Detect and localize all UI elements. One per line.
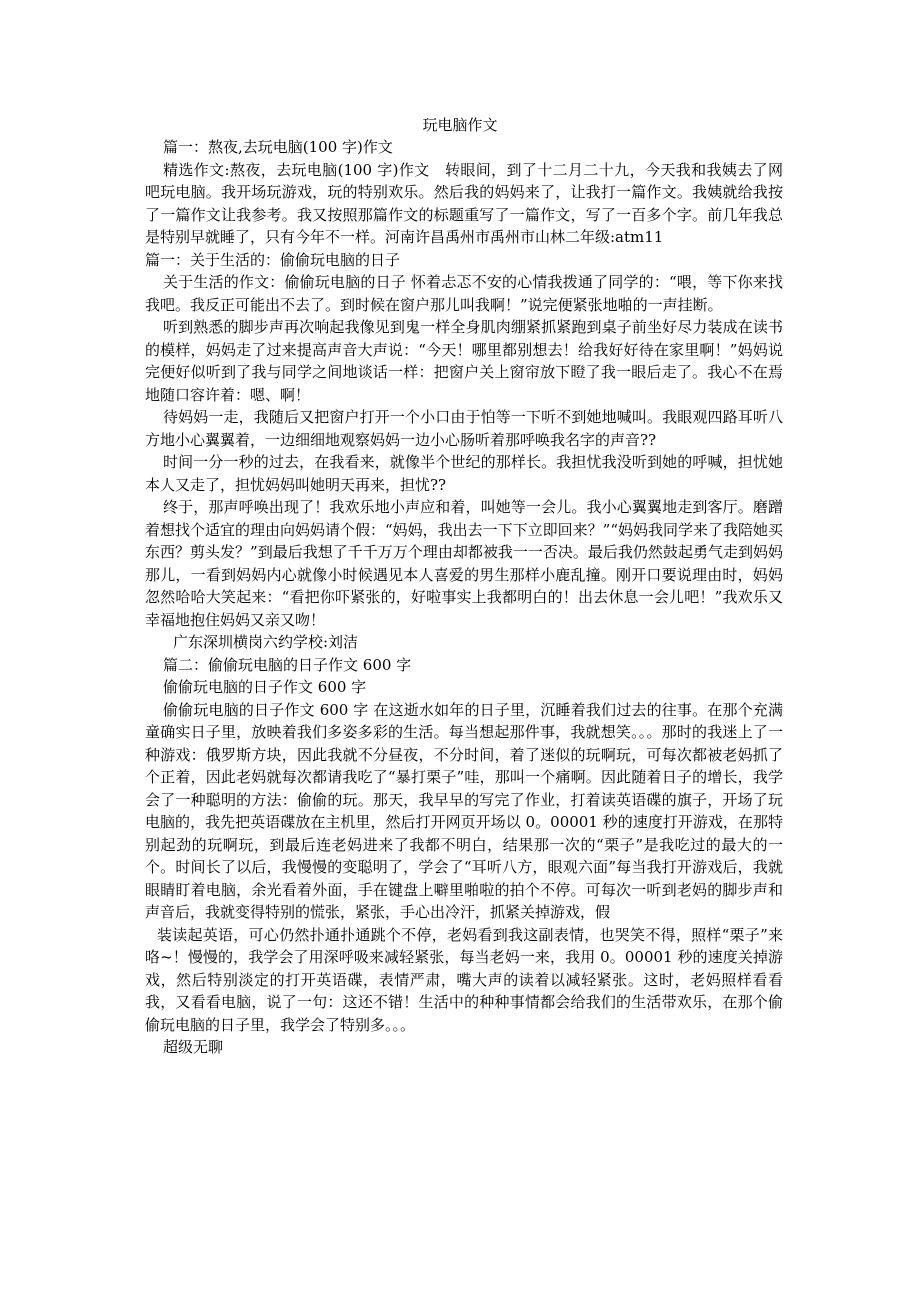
paragraph: 装读起英语，可心仍然扑通扑通跳个不停，老妈看到我这副表情，也哭笑不得，照样“栗子”来咯~！慢慢的，我学会了用深呼吸来减轻紧张，每当老妈一来，我用 0。00001 秒的速度关掉游戏，然后特别淡定的打开英语碟，表情严肃，嘴大声的读着以减轻紧张。这时，老妈照样看看我，又看看电脑，说了一句：这还不错！生活中的种种事情都会给我们的生活带欢乐，在那个偷偷玩电脑的日子里，我学会了特别多。。。 [145, 925, 783, 1034]
paragraph: 广东深圳横岗六约学校:刘洁 [173, 633, 359, 651]
paragraph: 偷偷玩电脑的日子作文 600 字 [163, 678, 367, 696]
paragraph: 篇一：关于生活的：偷偷玩电脑的日子 [145, 250, 401, 269]
paragraph: 时间一分一秒的过去，在我看来，就像半个世纪的那样长。我担忧我没听到她的呼喊，担忧她本人又走了，担忧妈妈叫她明天再来，担忧?? [145, 453, 783, 494]
paragraph: 关于生活的作文：偷偷玩电脑的日子 怀着忐忑不安的心情我拨通了同学的：“喂，等下你来找我吧。我反正可能出不去了。到时候在窗户那儿叫我啊！”说完便紧张地啪的一声挂断。 [145, 273, 783, 314]
paragraph: 偷偷玩电脑的日子作文 600 字 在这逝水如年的日子里，沉睡着我们过去的往事。在那个充满童确实日子里，放映着我们多姿多彩的生活。每当想起那件事，我就想笑。。。那时的我迷上了一种游戏：俄罗斯方块，因此我就不分昼夜，不分时间，着了迷似的玩啊玩，可每次都被老妈抓了个正着，因此老妈就每次都请我吃了“暴打栗子”哇，那叫一个痛啊。因此随着日子的增长，我学会了一种聪明的方法：偷偷的玩。那天，我早早的写完了作业，打着读英语碟的旗子，开场了玩电脑的，我先把英语碟放在主机里，然后打开网页开场以 0。00001 秒的速度打开游戏，在那特别起劲的玩啊玩，到最后连老妈进来了我都不明白，结果那一次的“栗子”是我吃过的最大的一个。时间长了以后，我慢慢的变聪明了，学会了“耳听八方，眼观六面”每当我打开游戏后，我就眼睛盯着电脑，余光看着外面，手在键盘上噼里啪啦的拍个不停。可每次一听到老妈的脚步声和声音后，我就变得特别的慌张，紧张，手心出冷汗，抓紧关掉游戏，假 [145, 700, 783, 921]
document-title: 玩电脑作文 [422, 116, 498, 134]
paragraph: 听到熟悉的脚步声再次响起我像见到鬼一样全身肌肉绷紧抓紧跑到桌子前坐好尽力装成在读书的模样，妈妈走了过来提高声音大声说：“今天！哪里都别想去！给我好好待在家里啊！”妈妈说完便好似听到了我与同学之间地谈话一样：把窗户关上窗帘放下瞪了我一眼后走了。我心不在焉地随口容许着：嗯、啊！ [145, 318, 783, 404]
paragraph: 篇二：偷偷玩电脑的日子作文 600 字 [163, 655, 412, 674]
paragraph: 精选作文:熬夜，去玩电脑(100 字)作文 转眼间，到了十二月二十九，今天我和我姨去了网吧玩电脑。我开场玩游戏，玩的特别欢乐。然后我的妈妈来了，让我打一篇作文。我姨就给我按了一篇作文让我参考。我又按照那篇作文的标题重写了一篇作文，写了一百多个字。前几年我总是特别早就睡了，只有今年不一样。河南许昌禹州市禹州市山林二年级:atm11 [145, 160, 783, 246]
paragraph: 待妈妈一走，我随后又把窗户打开一个小口由于怕等一下听不到她地喊叫。我眼观四路耳听八方地小心翼翼着，一边细细地观察妈妈一边小心肠听着那呼唤我名字的声音?? [145, 408, 783, 449]
paragraph: 篇一：熬夜,去玩电脑(100 字)作文 [163, 138, 393, 156]
paragraph: 超级无聊 [163, 1038, 224, 1056]
document-body [145, 136, 783, 1059]
paragraph: 终于，那声呼唤出现了！我欢乐地小声应和着，叫她等一会儿。我小心翼翼地走到客厅。磨蹭着想找个适宜的理由向妈妈请个假：“妈妈，我出去一下下立即回来？”“妈妈我同学来了我陪她买东西？剪头发？”到最后我想了千千万万个理由却都被我一一否决。最后我仍然鼓起勇气走到妈妈那儿，一看到妈妈内心就像小时候遇见本人喜爱的男生那样小鹿乱撞。刚开口要说理由时，妈妈忽然哈哈大笑起来：“看把你吓紧张的，好啦事实上我都明白的！出去休息一会儿吧！”我欢乐又幸福地抱住妈妈又亲又吻！ [145, 498, 784, 629]
